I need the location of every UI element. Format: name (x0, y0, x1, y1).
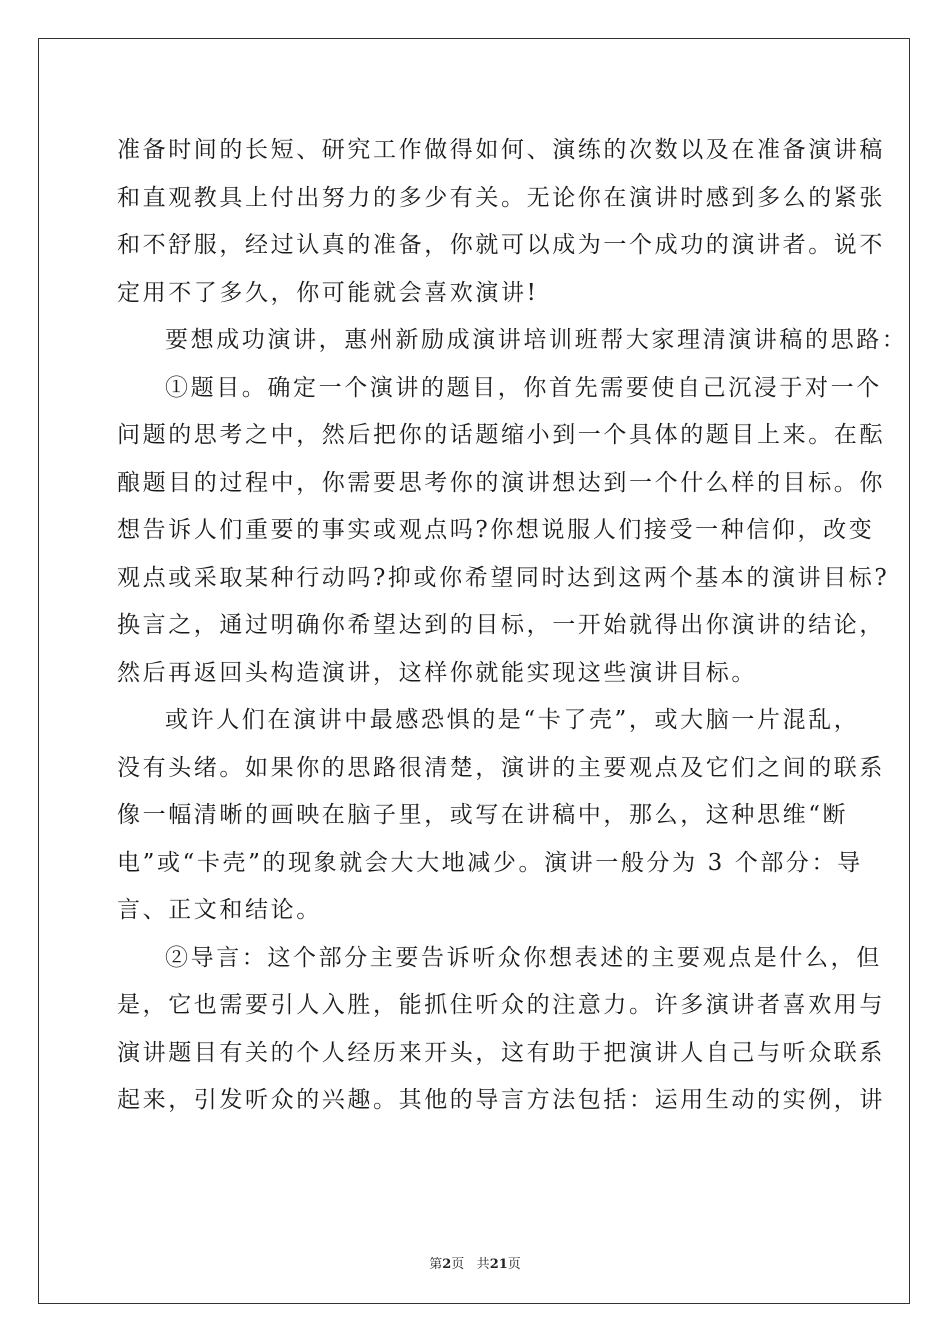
text-line: 没有头绪。如果你的思路很清楚，演讲的主要观点及它们之间的联系 (117, 754, 885, 781)
total-prefix: 共 (476, 1257, 490, 1272)
total-page-number: 21 (489, 1257, 508, 1272)
text-line: 观点或采取某种行动吗?抑或你希望同时达到这两个基本的演讲目标? (117, 564, 890, 591)
text-line: 然后再返回头构造演讲，这样你就能实现这些演讲目标。 (117, 659, 757, 686)
text-line: 酿题目的过程中，你需要思考你的演讲想达到一个什么样的目标。你 (117, 469, 885, 496)
paragraph-start-line: 要想成功演讲，惠州新励成演讲培训班帮大家理清演讲稿的思路： (165, 327, 908, 353)
text-line: 演讲题目有关的个人经历来开头，这有助于把演讲人自己与听众联系 (117, 1039, 885, 1066)
paragraph-start-line: ②导言：这个部分主要告诉听众你想表述的主要观点是什么，但 (165, 944, 882, 971)
page-prefix: 第 (429, 1257, 443, 1272)
page-footer (0, 1253, 950, 1272)
text-line: 是，它也需要引人入胜，能抓住听众的注意力。许多演讲者喜欢用与 (117, 992, 885, 1018)
text-line: 准备时间的长短、研究工作做得如何、演练的次数以及在准备演讲稿 (117, 137, 885, 163)
page-unit: 页 (451, 1257, 465, 1272)
text-line: 像一幅清晰的画映在脑子里，或写在讲稿中，那么，这种思维“断 (117, 802, 849, 828)
text-line: 言、正文和结论。 (117, 897, 322, 923)
text-line: 问题的思考之中，然后把你的话题缩小到一个具体的题目上来。在酝 (117, 422, 885, 448)
text-line: 起来，引发听众的兴趣。其他的导言方法包括：运用生动的实例，讲 (117, 1087, 885, 1113)
text-line: 和不舒服，经过认真的准备，你就可以成为一个成功的演讲者。说不 (117, 232, 885, 258)
text-line: 电”或“卡壳”的现象就会大大地减少。演讲一般分为 3 个部分：导 (117, 849, 863, 876)
total-unit: 页 (507, 1257, 521, 1272)
text-line: 定用不了多久，你可能就会喜欢演讲! (117, 279, 539, 306)
paragraph-start-line: 或许人们在演讲中最感恐惧的是“卡了壳”，或大脑一片混乱， (165, 707, 860, 733)
paragraph-start-line: ①题目。确定一个演讲的题目，你首先需要使自己沉浸于对一个 (165, 374, 882, 401)
text-line: 和直观教具上付出努力的多少有关。无论你在演讲时感到多么的紧张 (117, 184, 885, 211)
current-page-number: 2 (442, 1257, 452, 1272)
text-line: 换言之，通过明确你希望达到的目标，一开始就得出你演讲的结论， (117, 612, 885, 638)
text-line: 想告诉人们重要的事实或观点吗?你想说服人们接受一种信仰，改变 (117, 517, 875, 543)
document-body (117, 127, 908, 1125)
